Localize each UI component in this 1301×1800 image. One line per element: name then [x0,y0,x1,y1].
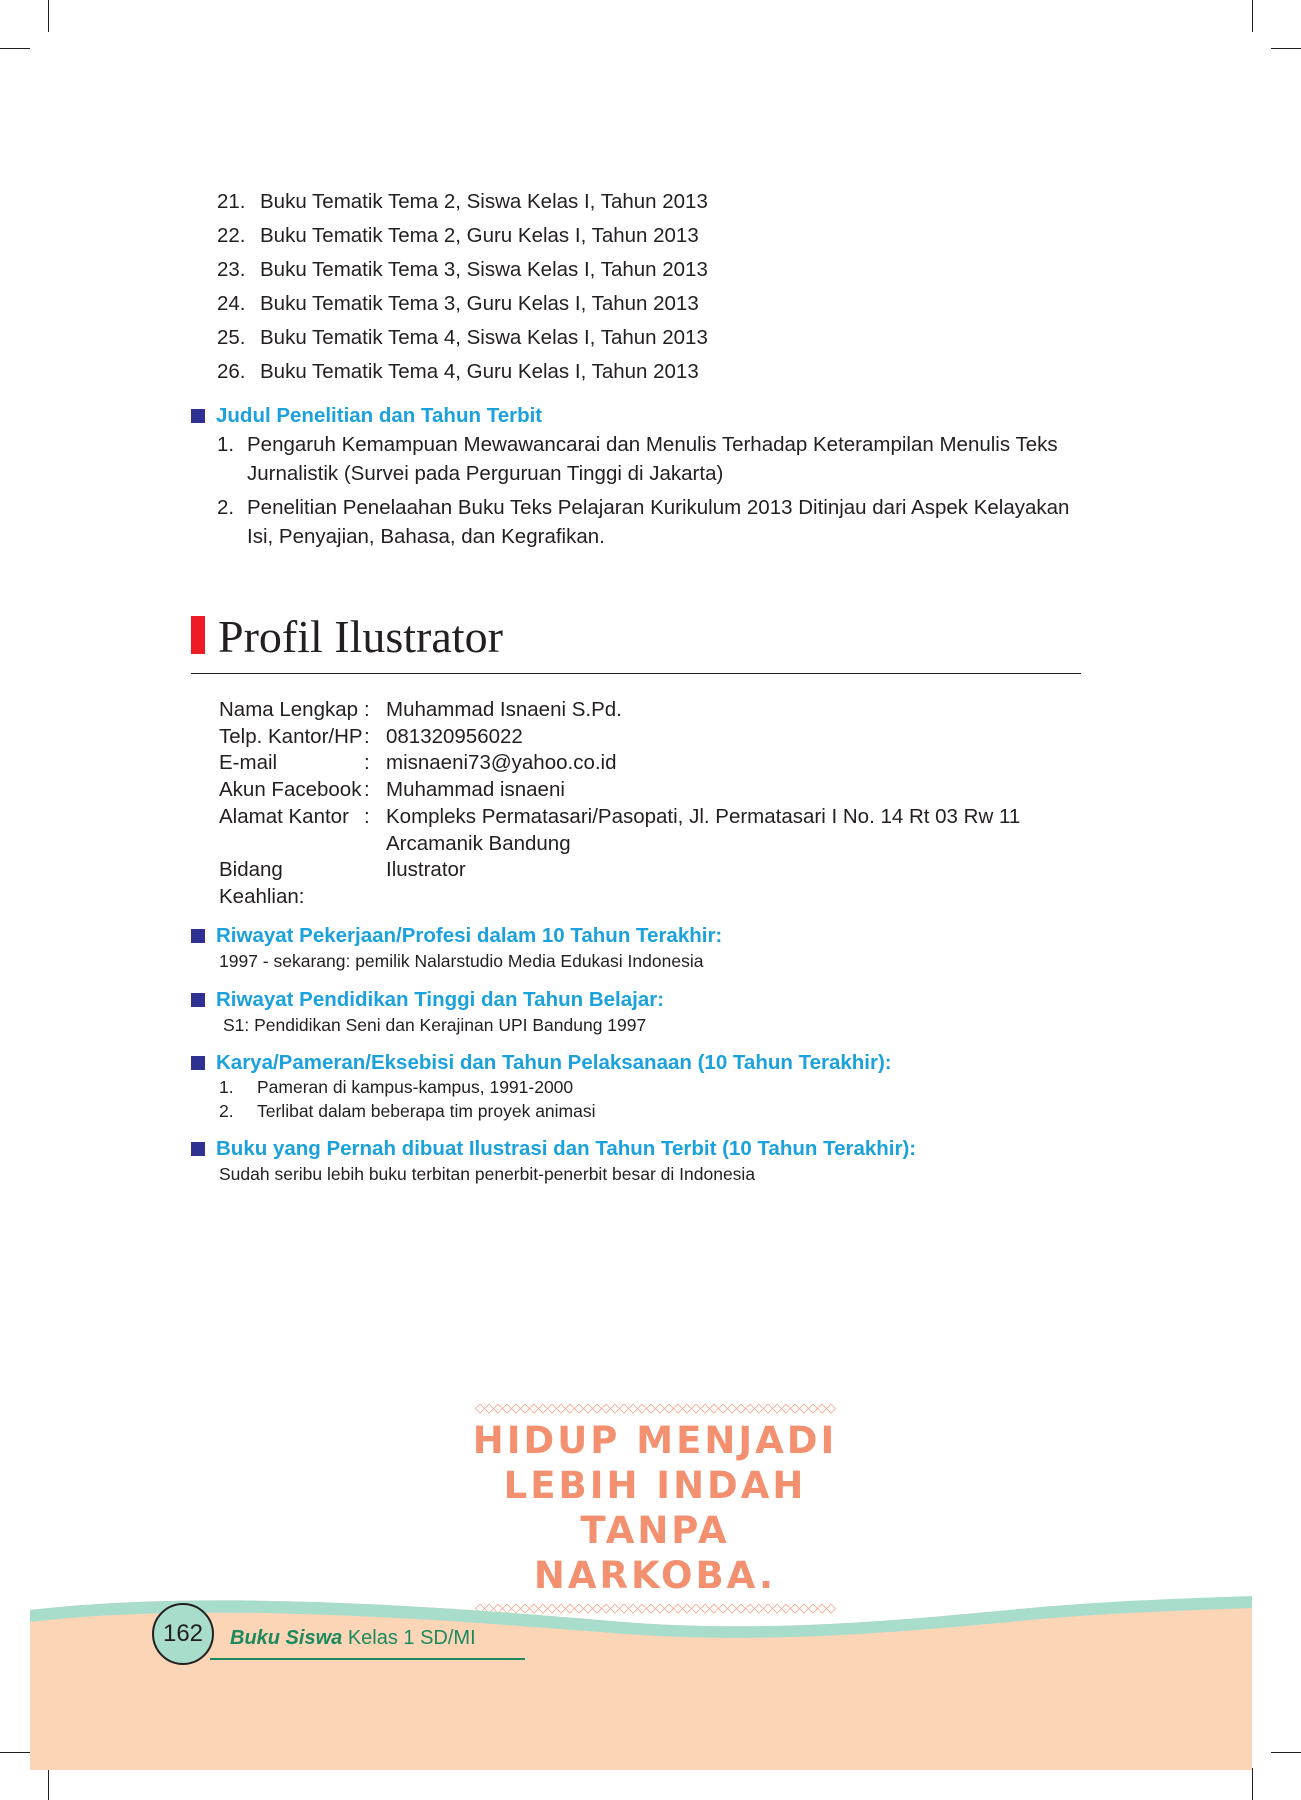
list-item: 1. Pameran di kampus-kampus, 1991-2000 [219,1077,574,1097]
research-list [217,430,1087,556]
square-bullet-icon [191,1142,205,1156]
profile-row: Akun Facebook : Muhammad isnaeni [219,778,565,802]
square-bullet-icon [191,409,205,423]
profile-details [219,697,1026,911]
crop-mark [1252,0,1253,32]
square-bullet-icon [191,1056,205,1070]
title-accent-bar [191,616,205,654]
list-item: 25. Buku Tematik Tema 4, Siswa Kelas I, Tahun 2013 [217,326,708,349]
work-body: 1997 - sekarang: pemilik Nalarstudio Media Edukasi Indonesia [219,951,704,971]
diamond-border-icon: ◇◇◇◇◇◇◇◇◇◇◇◇◇◇◇◇◇◇◇◇◇◇◇◇◇◇◇◇◇◇◇◇◇◇◇◇◇◇◇◇ [475,1600,835,1615]
crop-mark [48,0,49,32]
footer-book-title: Buku Siswa Kelas 1 SD/MI [230,1627,476,1649]
list-item: 26. Buku Tematik Tema 4, Guru Kelas I, Tahun 2013 [217,360,699,383]
square-bullet-icon [191,993,205,1007]
crop-mark [0,48,30,49]
list-item: 23. Buku Tematik Tema 3, Siswa Kelas I, Tahun 2013 [217,258,708,281]
profile-row: Alamat Kantor : Kompleks Permatasari/Pasopati, Jl. Permatasari I No. 14 Rt 03 Rw 11 Arcamanik Bandung [219,804,1021,855]
list-item: 2. Terlibat dalam beberapa tim proyek animasi [219,1101,596,1121]
list-item: 1. Pengaruh Kemampuan Mewawancarai dan Menulis Terhadap Keterampilan Menulis Teks Jurnalistik (Survei pada Perguruan Tinggi di Jakarta) [217,433,1058,485]
crop-mark [1271,48,1301,49]
books-heading: Buku yang Pernah dibuat Ilustrasi dan Tahun Terbit (10 Tahun Terakhir): [191,1137,916,1161]
title-divider [191,673,1081,674]
profile-row: Bidang Keahlian: Ilustrator [219,858,466,908]
list-item: 21. Buku Tematik Tema 2, Siswa Kelas I, Tahun 2013 [217,190,708,213]
page-number: 162 [152,1603,214,1665]
crop-mark [1252,1768,1253,1800]
education-heading: Riwayat Pendidikan Tinggi dan Tahun Belajar: [191,988,664,1012]
books-body: Sudah seribu lebih buku terbitan penerbit-penerbit besar di Indonesia [219,1164,756,1184]
list-item: 22. Buku Tematik Tema 2, Guru Kelas I, Tahun 2013 [217,224,699,247]
education-body: S1: Pendidikan Seni dan Kerajinan UPI Bandung 1997 [223,1015,647,1035]
footer-divider [210,1658,525,1660]
motto-line: LEBIH INDAH [503,1464,807,1507]
crop-mark [48,1768,49,1800]
motto-line: TANPA NARKOBA. [533,1509,777,1597]
list-item: 2. Penelitian Penelaahan Buku Teks Pelajaran Kurikulum 2013 Ditinjau dari Aspek Kelayakan Isi, Penyajian, Bahasa, dan Kegrafikan. [217,496,1070,548]
exhibitions-heading: Karya/Pameran/Eksebisi dan Tahun Pelaksanaan (10 Tahun Terakhir): [191,1051,892,1075]
profile-row: E-mail : misnaeni73@yahoo.co.id [219,751,617,775]
square-bullet-icon [191,929,205,943]
exhibitions-list [219,1075,1119,1123]
motto-line: HIDUP MENJADI [472,1419,838,1462]
profile-row: Telp. Kantor/HP : 081320956022 [219,724,523,748]
book-list [217,185,708,389]
diamond-border-icon: ◇◇◇◇◇◇◇◇◇◇◇◇◇◇◇◇◇◇◇◇◇◇◇◇◇◇◇◇◇◇◇◇◇◇◇◇◇◇◇◇ [475,1400,835,1415]
work-heading: Riwayat Pekerjaan/Profesi dalam 10 Tahun Terakhir: [191,924,722,948]
research-heading: Judul Penelitian dan Tahun Terbit [191,404,542,428]
list-item: 24. Buku Tematik Tema 3, Guru Kelas I, Tahun 2013 [217,292,699,315]
profile-row: Nama Lengkap : Muhammad Isnaeni S.Pd. [219,698,622,721]
page-title: Profil Ilustrator [218,611,503,662]
